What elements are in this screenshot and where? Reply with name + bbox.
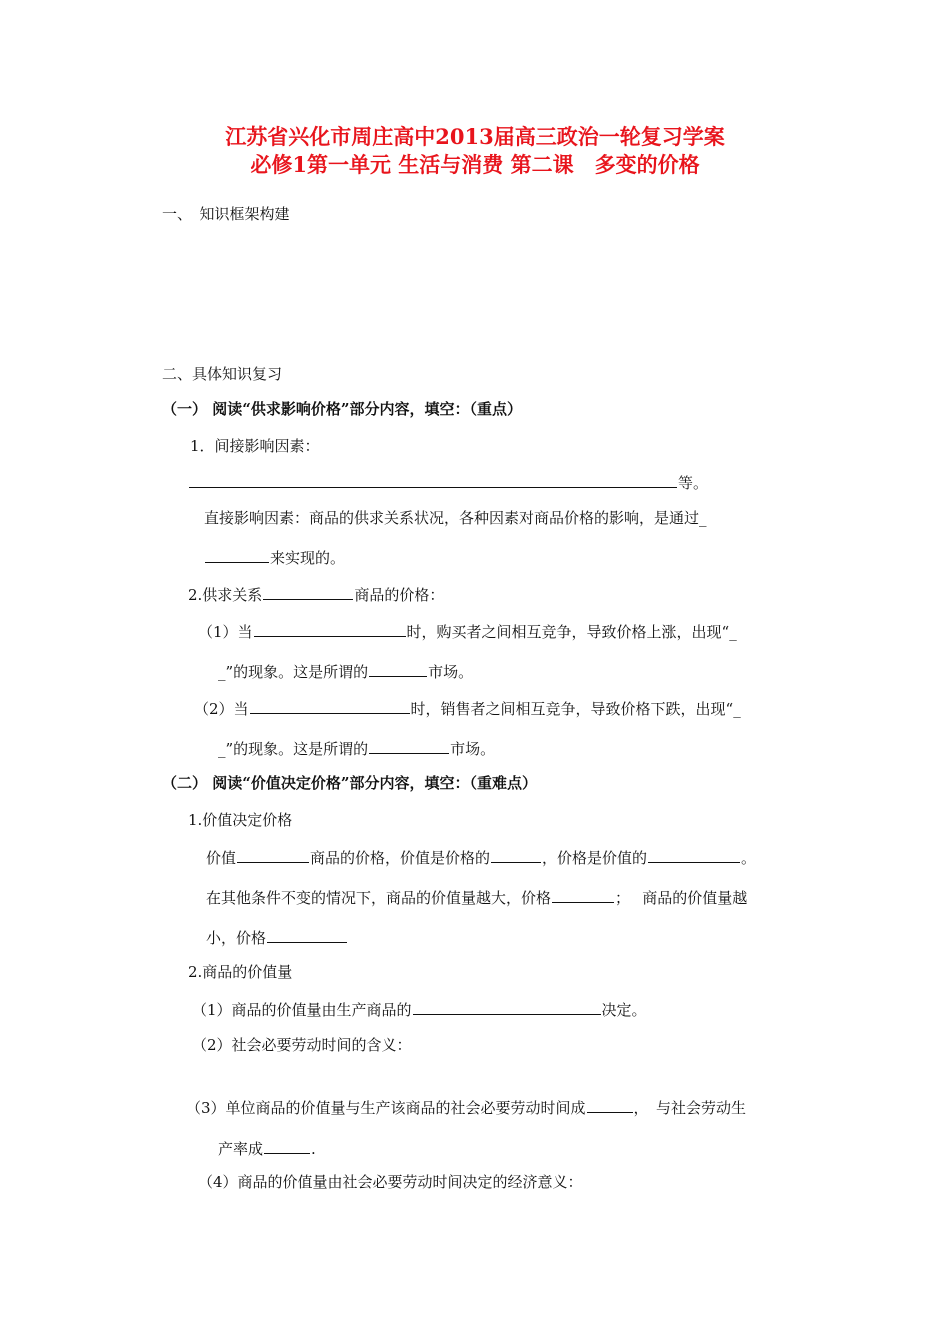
part1-q1-direct-line [204,546,345,568]
part2-q2-3-c: 产率成 [218,1140,264,1158]
document-title-line1: 江苏省兴化市周庄高中2013届高三政治一轮复习学案 [225,124,725,149]
part1-q2-2-line2 [218,737,495,759]
document-title-line2: 必修1第一单元 生活与消费 第二课 多变的价格 [250,152,700,177]
part2-q2-2: （2）社会必要劳动时间的含义： [192,1036,412,1054]
part2-q2-1-a: （1）商品的价值量由生产商品的 [192,1001,412,1019]
part2-q1-e: 在其他条件不变的情况下，商品的价值量越大，价格 [206,889,552,907]
part2-q2-1-b: 决定。 [601,1001,647,1019]
part2-q2-label: 2.商品的价值量 [188,963,293,981]
part2-q2-3-d: . [311,1140,316,1158]
part1-q2-1-line2 [218,660,473,682]
part1-q2-a: 2.供求关系 [188,586,263,604]
part1-q2-line [188,583,444,605]
part2-q1-line1 [206,846,756,868]
part2-q1-line2 [206,886,747,908]
part2-q2-1-line [192,998,647,1020]
answer-blank[interactable] [552,886,614,903]
answer-blank[interactable] [250,697,410,714]
answer-blank[interactable] [205,546,269,563]
answer-blank[interactable] [369,660,427,677]
answer-blank[interactable] [189,471,677,488]
part2-q1-g: 小，价格 [206,929,267,947]
part1-q2-2-a: （2）当 [194,700,249,718]
part1-q2-1-a: （1）当 [198,623,253,641]
part1-q1-direct-a: 直接影响因素：商品的供求关系状况，各种因素对商品价格的影响，是通过_ [204,509,707,527]
answer-blank[interactable] [254,620,406,637]
part1-q2-1-c: _”的现象。这是所谓的 [218,663,369,681]
part2-heading: （二） 阅读“价值决定价格”部分内容，填空：（重难点） [162,774,537,792]
part1-q2-2-c: _”的现象。这是所谓的 [218,740,369,758]
answer-blank[interactable] [491,846,541,863]
answer-blank[interactable] [369,737,449,754]
section2-heading: 二、具体知识复习 [162,365,283,383]
part1-q1-label: 1．间接影响因素： [190,437,320,455]
part2-q2-3-line2 [218,1137,316,1159]
part1-q2-1-d: 市场。 [428,663,474,681]
part2-q2-3-a: （3）单位商品的价值量与生产该商品的社会必要劳动时间成 [186,1099,586,1117]
part2-q1-f: ； 商品的价值量越 [615,889,748,907]
part1-q2-2-b: 时，销售者之间相互竞争，导致价格下跌，出现“_ [410,700,741,718]
part1-q2-2-line [194,697,741,719]
answer-blank[interactable] [267,926,347,943]
part2-q1-c: ，价格是价值的 [542,849,648,867]
answer-blank[interactable] [237,846,309,863]
part2-q1-a: 价值 [206,849,237,867]
part2-q1-b: 商品的价格，价值是价格的 [310,849,491,867]
answer-blank[interactable] [264,1137,310,1154]
part2-q2-4: （4）商品的价值量由社会必要劳动时间决定的经济意义： [198,1173,583,1191]
answer-blank[interactable] [263,583,353,600]
part2-q1-label: 1.价值决定价格 [188,811,293,829]
part2-q1-line3 [206,926,348,948]
part2-q2-3-line [186,1096,746,1118]
part1-q1-direct-b: 来实现的。 [270,549,346,567]
section1-heading: 一、 知识框架构建 [162,205,290,223]
part1-q2-2-d: 市场。 [450,740,496,758]
part1-q2-1-b: 时，购买者之间相互竞争，导致价格上涨，出现“_ [406,623,737,641]
part2-q1-d: 。 [741,849,757,867]
part1-q1-line [188,471,708,493]
part1-q2-b: 商品的价格： [354,586,445,604]
part1-q2-1-line [198,620,737,642]
part1-heading: （一） 阅读“供求影响价格”部分内容，填空：（重点） [162,400,522,418]
part1-q1-end: 等。 [678,474,709,492]
answer-blank[interactable] [648,846,740,863]
answer-blank[interactable] [587,1096,633,1113]
answer-blank[interactable] [413,998,601,1015]
part2-q2-3-b: ， 与社会劳动生 [633,1099,747,1117]
